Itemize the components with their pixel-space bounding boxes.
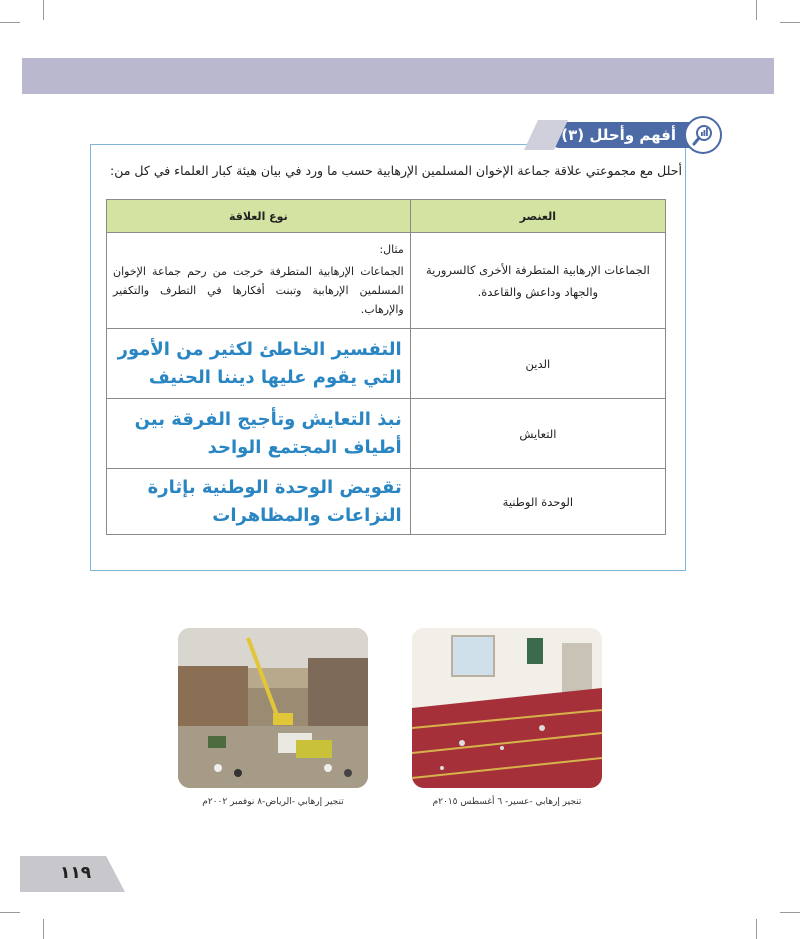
row-element: التعايش	[410, 399, 665, 469]
table-row	[107, 233, 666, 329]
photo-caption-asir: تنجير إرهابي -عسير- ٦ أغسطس ٢٠١٥م	[432, 797, 582, 807]
section-title-badge	[531, 120, 722, 150]
row-element: الوحدة الوطنية	[410, 469, 665, 535]
example-element: الجماعات الإرهابية المتطرفة الأخرى كالسرورية والجهاد وداعش والقاعدة.	[410, 233, 665, 329]
example-cell	[107, 233, 411, 329]
crop-mark	[780, 22, 800, 23]
crop-mark	[43, 0, 44, 20]
page-number: ١١٩	[60, 863, 92, 883]
row-answer: تقويض الوحدة الوطنية بإثارة النزاعات والمظاهرات	[107, 469, 411, 535]
example-text: الجماعات الإرهابية المتطرفة خرجت من رحم جماعة الإخوان المسلمين الإرهابية وتبنت أفكارها في التطرف والتكفير والإرهاب.	[113, 264, 404, 316]
relation-table	[106, 199, 666, 535]
header-relation: نوع العلاقة	[107, 200, 411, 233]
table-row	[107, 469, 666, 535]
row-answer: التفسير الخاطئ لكثير من الأمور التي يقوم عليها ديننا الحنيف	[107, 329, 411, 399]
crop-mark	[756, 919, 757, 939]
header-band	[22, 58, 774, 94]
section-title: أفهم وأحلل (٣)	[547, 122, 694, 148]
row-element: الدين	[410, 329, 665, 399]
crop-mark	[0, 22, 20, 23]
crop-mark	[756, 0, 757, 20]
instruction-text: أحلل مع مجموعتي علاقة جماعة الإخوان المسلمين الإرهابية حسب ما ورد في بيان هيئة كبار العلماء في كل من:	[110, 163, 682, 178]
header-element: العنصر	[410, 200, 665, 233]
page-number-tab	[20, 856, 125, 892]
crop-mark	[780, 912, 800, 913]
photo-asir-mosque	[412, 628, 602, 788]
example-label: مثال:	[379, 242, 404, 256]
crop-mark	[43, 919, 44, 939]
table-row	[107, 329, 666, 399]
table-header-row	[107, 200, 666, 233]
magnifier-chart-icon	[684, 116, 722, 154]
photo-riyadh-bombing	[178, 628, 368, 788]
row-answer: نبذ التعايش وتأجيج الفرقة بين أطياف المجتمع الواحد	[107, 399, 411, 469]
crop-mark	[0, 912, 20, 913]
photo-caption-riyadh: تنجير إرهابي -الرياض-٨ نوفمبر ٢٠٠٢م	[202, 797, 344, 807]
table-row	[107, 399, 666, 469]
